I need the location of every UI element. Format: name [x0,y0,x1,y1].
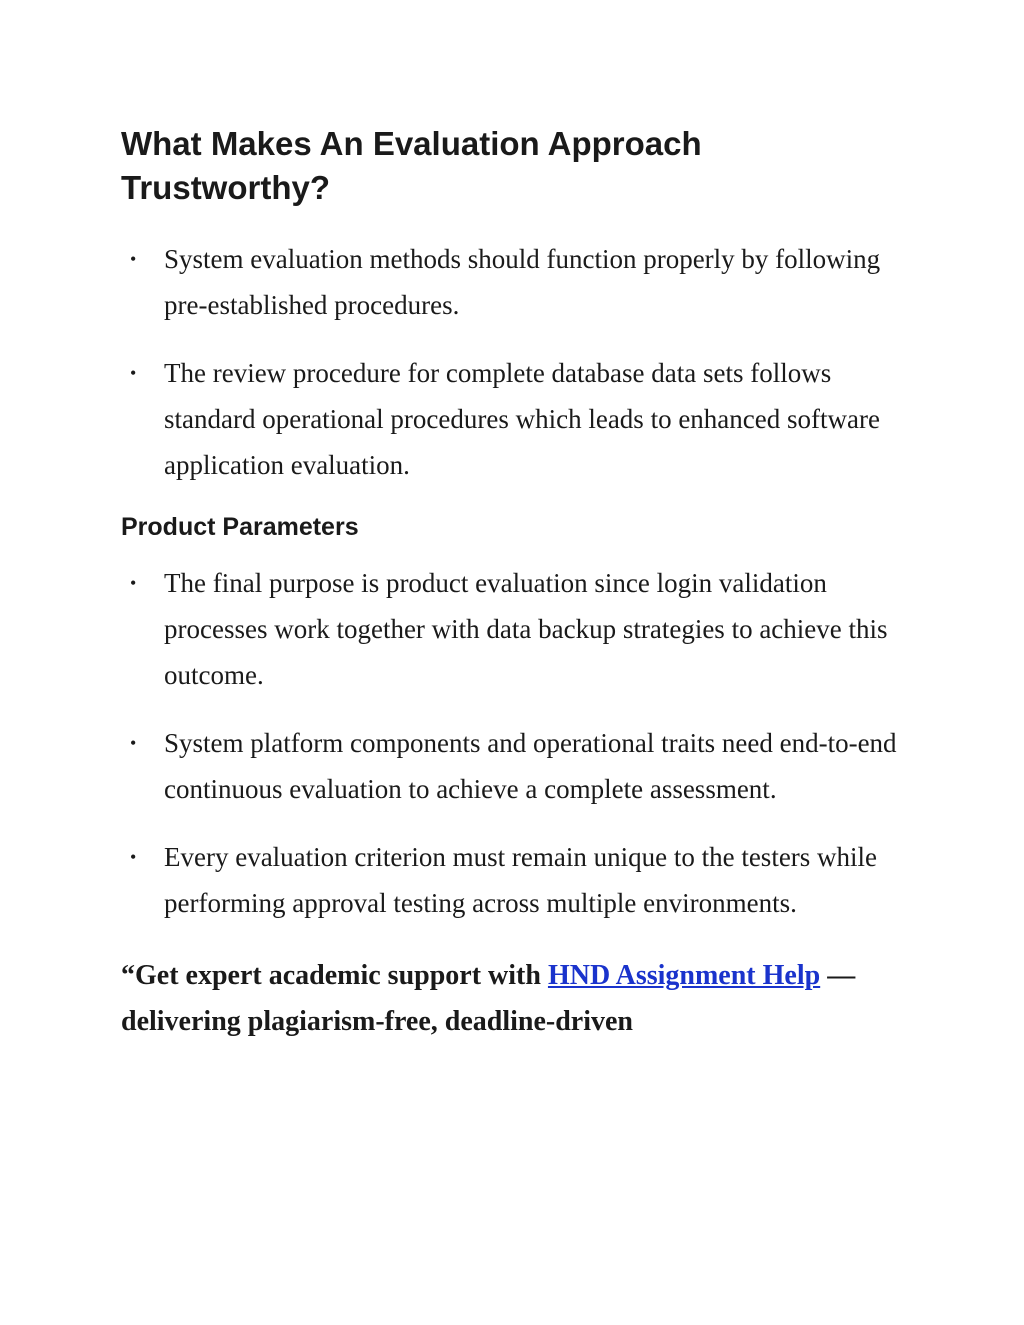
promo-quote [121,953,901,1045]
document-page [121,122,901,1045]
bullet-icon: • [130,733,137,753]
list-item [121,236,901,328]
list-item [121,720,901,812]
quote-prefix: “Get expert academic support with [121,960,548,991]
list-item [121,350,901,488]
hnd-assignment-help-link[interactable]: HND Assignment Help [547,960,821,991]
list-item-text: Every evaluation criterion must remain unique to the testers while performing approval testing across multiple environments. [164,842,878,918]
list-item-text: The final purpose is product evaluation since login validation processes work together with data backup strategies to achieve this outcome. [164,568,888,690]
list-item-text: System evaluation methods should function properly by following pre-established procedures. [164,244,881,320]
bullet-icon: • [130,363,137,383]
product-parameters-list [121,560,901,926]
list-item-text: The review procedure for complete database data sets follows standard operational procedures which leads to enhanced software application evaluation. [164,358,880,480]
section-heading: Product Parameters [121,513,359,541]
list-item [121,834,901,926]
list-item [121,560,901,698]
bullet-icon: • [130,249,137,269]
bullet-icon: • [130,573,137,593]
trustworthy-list [121,236,901,488]
list-item-text: System platform components and operational traits need end-to-end continuous evaluation to achieve a complete assessment. [164,728,897,804]
bullet-icon: • [130,847,137,867]
page-title: What Makes An Evaluation Approach Trustworthy? [121,125,702,206]
quote-suffix: — delivering plagiarism-free, deadline-driven [121,960,856,1037]
